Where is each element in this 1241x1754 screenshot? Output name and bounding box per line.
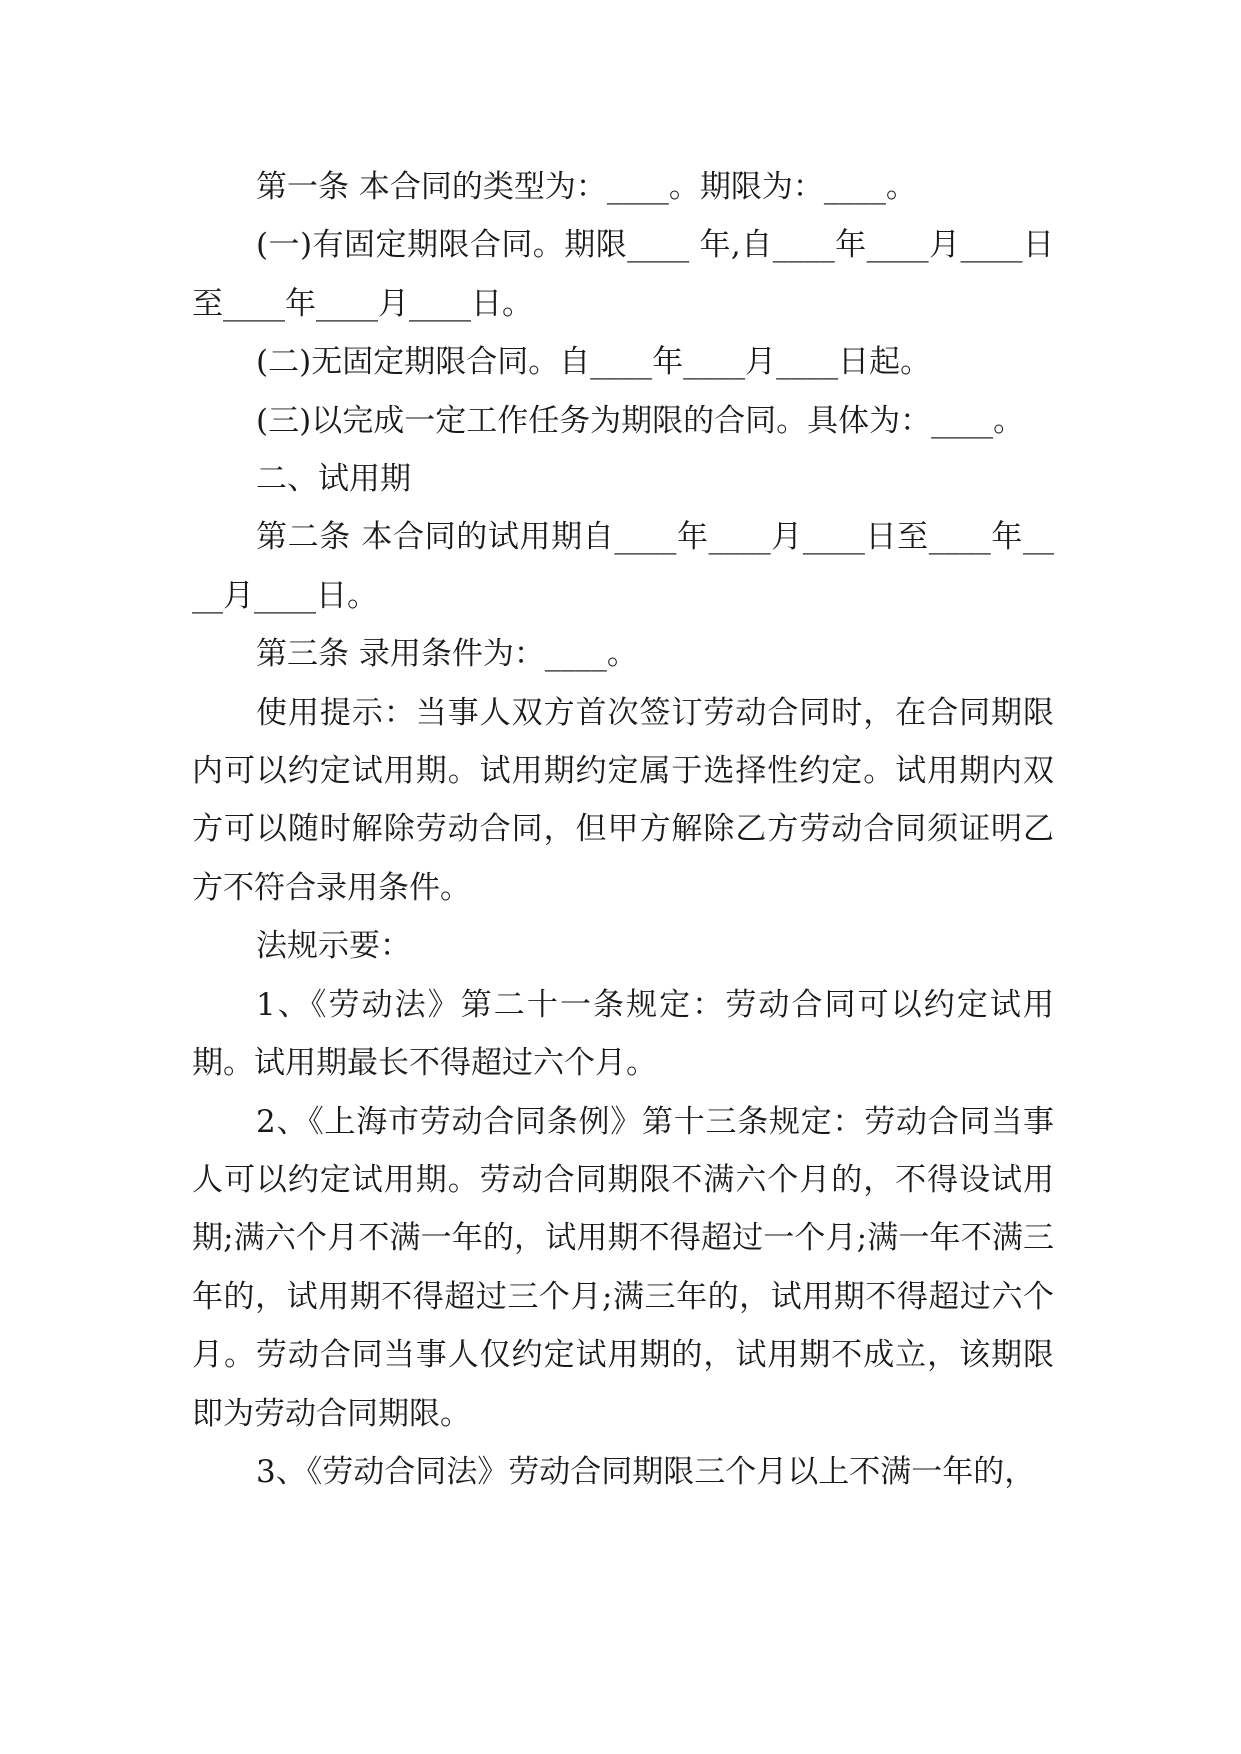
section-heading-probation: 二、试用期 — [256, 461, 411, 498]
fixed-term-contract-paragraph: (一)有固定期限合同。期限____ 年,自____年____月____日至____年____月____日。 — [192, 227, 1054, 322]
regulation-3-paragraph: 3、《劳动合同法》劳动合同期限三个月以上不满一年的， — [256, 1453, 1036, 1490]
open-ended-contract-paragraph: (二)无固定期限合同。自____年____月____日起。 — [256, 344, 932, 381]
regulations-heading: 法规示要： — [256, 928, 411, 965]
article-1-paragraph: 第一条 本合同的类型为：____。期限为：____。 — [256, 169, 917, 205]
task-based-contract-paragraph: (三)以完成一定工作任务为期限的合同。具体为：____。 — [256, 402, 1025, 439]
article-2-paragraph: 第二条 本合同的试用期自____年____月____日至____年____月____日。 — [192, 519, 1054, 614]
regulation-1-paragraph: 1、《劳动法》第二十一条规定：劳动合同可以约定试用期。试用期最长不得超过六个月。 — [192, 986, 1054, 1082]
regulation-2-paragraph: 2、《上海市劳动合同条例》第十三条规定：劳动合同当事人可以约定试用期。劳动合同期限不满六个月的，不得设试用期;满六个月不满一年的，试用期不得超过一个月;满一年不满三年的，试用期不得超过三个月;满三年的，试用期不得超过六个月。劳动合同当事人仅约定试用期的，试用期不成立，该期限即为劳动合同期限。 — [192, 1103, 1054, 1432]
usage-tip-paragraph: 使用提示：当事人双方首次签订劳动合同时，在合同期限内可以约定试用期。试用期约定属于选择性约定。试用期内双方可以随时解除劳动合同，但甲方解除乙方劳动合同须证明乙方不符合录用条件。 — [192, 694, 1054, 906]
document-body — [192, 158, 1054, 1501]
article-3-paragraph: 第三条 录用条件为：____。 — [256, 636, 638, 673]
